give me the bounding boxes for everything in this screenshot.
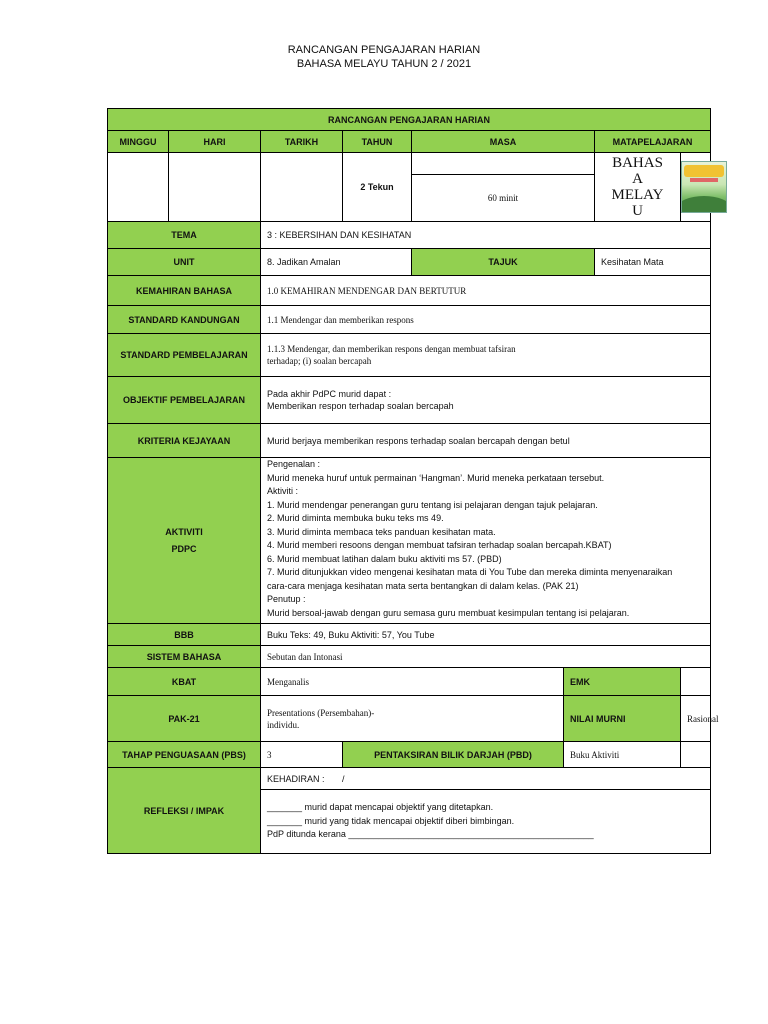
standard-pembelajaran-value — [261, 334, 711, 377]
col-matapelajaran-header: MATAPELAJARAN — [595, 131, 711, 153]
standard-kandungan-label: STANDARD KANDUNGAN — [108, 306, 261, 334]
aktiviti-label-line: PDPC — [171, 543, 197, 554]
sp-line: terhadap; (i) soalan bercapah — [267, 356, 372, 366]
col-minggu-header: MINGGU — [108, 131, 169, 153]
aktiviti-label — [108, 458, 261, 624]
sp-line: 1.1.3 Mendengar, dan memberikan respons dengan membuat tafsiran — [267, 344, 516, 354]
refleksi-line: _______ murid dapat mencapai objektif yang ditetapkan. — [267, 802, 494, 813]
subject-line: U — [632, 203, 643, 219]
aktiviti-line: Murid bersoal-jawab dengan guru semasa guru membuat kesimpulan tentang isi pelajaran. — [267, 607, 630, 618]
tahap-penguasaan-value: 3 — [261, 742, 343, 768]
aktiviti-value — [261, 458, 711, 624]
tarikh-value — [261, 153, 343, 222]
objektif-label: OBJEKTIF PEMBELAJARAN — [108, 377, 261, 424]
kbat-label: KBAT — [108, 668, 261, 696]
aktiviti-line: 1. Murid mendengar penerangan guru tentang isi pelajaran dengan tajuk pelajaran. — [267, 499, 598, 510]
col-hari-header: HARI — [169, 131, 261, 153]
col-tahun-header: TAHUN — [343, 131, 412, 153]
tajuk-label: TAJUK — [412, 249, 595, 276]
col-tarikh-header: TARIKH — [261, 131, 343, 153]
kriteria-label: KRITERIA KEJAYAAN — [108, 424, 261, 458]
aktiviti-line: 7. Murid ditunjukkan video mengenai kesihatan mata di You Tube dan mereka diminta menyenaraikan — [267, 567, 673, 577]
kemahiran-label: KEMAHIRAN BAHASA — [108, 276, 261, 306]
aktiviti-line: Penutup : — [267, 594, 306, 604]
standard-pembelajaran-label: STANDARD PEMBELAJARAN — [108, 334, 261, 377]
tema-label: TEMA — [108, 222, 261, 249]
aktiviti-line: Murid meneka huruf untuk permainan ‘Hangman’. Murid meneka perkataan tersebut. — [267, 472, 605, 483]
pbd-value: Buku Aktiviti — [564, 742, 681, 768]
refleksi-label: REFLEKSI / IMPAK — [108, 768, 261, 854]
aktiviti-line: cara-cara menjaga kesihatan mata serta bentangkan di dalam kelas. (PAK 21) — [267, 580, 579, 591]
pak21-value — [261, 696, 564, 742]
objektif-line: Memberikan respon terhadap soalan bercapah — [267, 401, 454, 411]
aktiviti-line: Pengenalan : — [267, 459, 321, 469]
masa-blank — [412, 153, 595, 175]
standard-kandungan-value: 1.1 Mendengar dan memberikan respons — [261, 306, 711, 334]
objektif-line: Pada akhir PdPC murid dapat : — [267, 389, 392, 399]
kehadiran-value: KEHADIRAN : / — [261, 768, 711, 790]
emk-label: EMK — [564, 668, 681, 696]
pak21-label: PAK-21 — [108, 696, 261, 742]
subject-line: A — [632, 171, 643, 187]
kbat-value: Menganalis — [261, 668, 564, 696]
unit-value: 8. Jadikan Amalan — [261, 249, 412, 276]
subject-book-cell — [681, 153, 711, 222]
pak21-line: individu. — [267, 719, 300, 730]
masa-value: 60 minit — [412, 175, 595, 222]
pak21-line: Presentations (Persembahan)- — [267, 707, 375, 718]
kriteria-value: Murid berjaya memberikan respons terhadap soalan bercapah dengan betul — [261, 424, 711, 458]
tahun-value: 2 Tekun — [343, 153, 412, 222]
nilai-murni-value: Rasional — [681, 696, 711, 742]
subject-line: MELAY — [611, 187, 664, 203]
lesson-plan-table — [107, 108, 719, 854]
tajuk-value: Kesihatan Mata — [595, 249, 711, 276]
kemahiran-value: 1.0 KEMAHIRAN MENDENGAR DAN BERTUTUR — [261, 276, 711, 306]
textbook-cover-icon — [681, 161, 727, 213]
hari-value — [169, 153, 261, 222]
bbb-label: BBB — [108, 624, 261, 646]
pbd-extra — [681, 742, 711, 768]
aktiviti-line: 6. Murid membuat latihan dalam buku aktiviti ms 57. (PBD) — [267, 553, 502, 564]
tema-value: 3 : KEBERSIHAN DAN KESIHATAN — [261, 222, 711, 249]
bbb-value: Buku Teks: 49, Buku Aktiviti: 57, You Tube — [261, 624, 711, 646]
document-subtitle: BAHASA MELAYU TAHUN 2 / 2021 — [296, 58, 472, 70]
pbd-label: PENTAKSIRAN BILIK DARJAH (PBD) — [343, 742, 564, 768]
unit-label: UNIT — [108, 249, 261, 276]
subject-line: BAHAS — [612, 155, 663, 171]
aktiviti-line: 2. Murid diminta membuka buku teks ms 49. — [267, 513, 444, 523]
aktiviti-label-line: AKTIVITI — [165, 526, 203, 537]
objektif-value — [261, 377, 711, 424]
aktiviti-line: 4. Murid memberi resoons dengan membuat tafsiran terhadap soalan bercapah.KBAT) — [267, 540, 612, 550]
aktiviti-line: 3. Murid diminta membaca teks panduan kesihatan mata. — [267, 526, 496, 537]
tahap-penguasaan-label: TAHAP PENGUASAAN (PBS) — [108, 742, 261, 768]
table-banner: RANCANGAN PENGAJARAN HARIAN — [108, 109, 711, 131]
emk-value — [681, 668, 711, 696]
refleksi-line: _______ murid yang tidak mencapai objektif diberi bimbingan. — [267, 815, 515, 826]
sistem-bahasa-value: Sebutan dan Intonasi — [261, 646, 711, 668]
refleksi-value — [261, 790, 711, 854]
document-title: RANCANGAN PENGAJARAN HARIAN — [287, 44, 481, 56]
aktiviti-line: Aktiviti : — [267, 486, 299, 496]
nilai-murni-label: NILAI MURNI — [564, 696, 681, 742]
minggu-value — [108, 153, 169, 222]
sistem-bahasa-label: SISTEM BAHASA — [108, 646, 261, 668]
subject-name — [595, 153, 681, 222]
refleksi-line: PdP ditunda kerana _________________________________________________ — [267, 829, 594, 840]
col-masa-header: MASA — [412, 131, 595, 153]
